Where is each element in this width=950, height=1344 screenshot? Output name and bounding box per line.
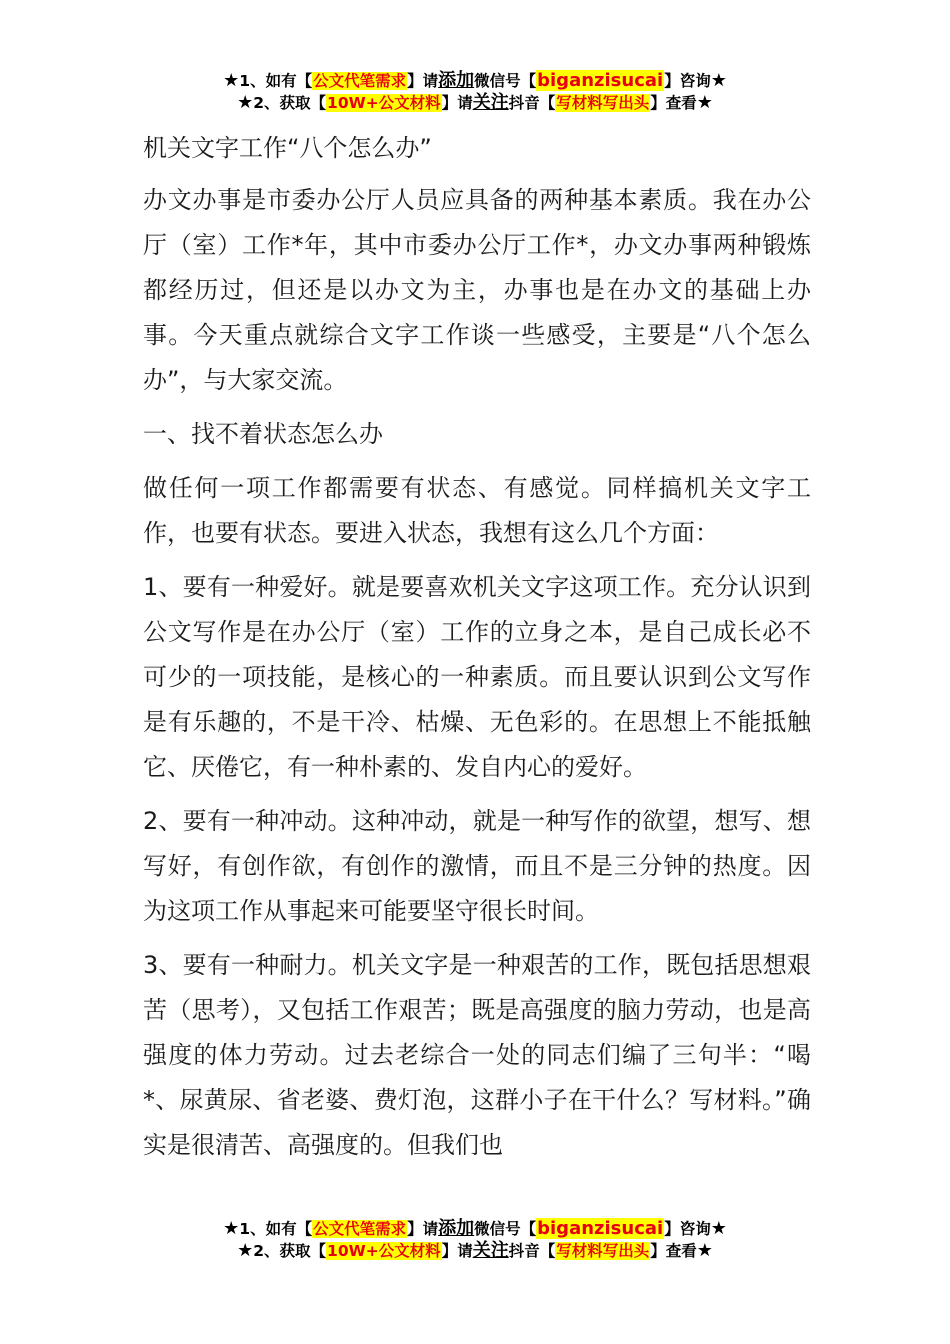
banner-line-2 — [0, 1240, 950, 1262]
star-icon: ★ — [710, 70, 727, 91]
banner-line-1 — [0, 1218, 950, 1240]
section-heading: 一、找不着状态怎么办 — [143, 420, 383, 448]
star-icon: ★ — [696, 1240, 713, 1261]
banner-text: 】查看 — [650, 94, 697, 112]
banner-text: 抖音【 — [508, 1242, 556, 1260]
paragraph-intro: 办文办事是市委办公厅人员应具备的两种基本素质。我在办公厅（室）工作*年，其中市委办公厅工作*，办文办事两种锻炼都经历过，但还是以办文为主，办事也是在办文的基础上办事。今天重点就综合文字工作谈一些感受，主要是“八个怎么办”，与大家交流。 — [143, 186, 811, 394]
banner-underlined-text: 添加 — [438, 70, 475, 91]
banner-highlight-service: 公文代笔需求 — [313, 1220, 407, 1238]
star-icon: ★ — [710, 1218, 727, 1239]
star-icon: ★ — [223, 1218, 240, 1239]
banner-text: 抖音【 — [508, 94, 556, 112]
paragraph-item-1: 1、要有一种爱好。就是要喜欢机关文字这项工作。充分认识到公文写作是在办公厅（室）工作的立身之本，是自己成长必不可少的一项技能，是核心的一种素质。而且要认识到公文写作是有乐趣的，不是干冷、枯燥、无色彩的。在思想上不能抵触它、厌倦它，有一种朴素的、发自内心的爱好。 — [143, 573, 811, 781]
document-title: 机关文字工作“八个怎么办” — [143, 134, 432, 162]
banner-highlight-douyin: 写材料写出头 — [556, 1242, 650, 1260]
star-icon: ★ — [223, 70, 240, 91]
banner-text: 】请 — [407, 72, 439, 90]
banner-text: 】请 — [441, 1242, 473, 1260]
banner-text: 】查看 — [650, 1242, 697, 1260]
footer-banner — [0, 1218, 950, 1262]
star-icon: ★ — [696, 92, 713, 113]
star-icon: ★ — [237, 1240, 254, 1261]
banner-text: 2、获取【 — [253, 94, 327, 112]
paragraph-item-3: 3、要有一种耐力。机关文字是一种艰苦的工作，既包括思想艰苦（思考），又包括工作艰苦；既是高强度的脑力劳动，也是高强度的体力劳动。过去老综合一处的同志们编了三句半：“喝*、尿黄尿、省老婆、费灯泡，这群小子在干什么？写材料。”确实是很清苦、高强度的。但我们也 — [143, 951, 811, 1159]
banner-text: 微信号【 — [474, 1220, 537, 1238]
banner-underlined-text: 添加 — [438, 1218, 475, 1239]
banner-text: 1、如有【 — [239, 72, 313, 90]
paragraph-item-2: 2、要有一种冲动。这种冲动，就是一种写作的欲望，想写、想写好，有创作欲，有创作的激情，而且不是三分钟的热度。因为这项工作从事起来可能要坚守很长时间。 — [143, 807, 811, 925]
header-banner — [0, 70, 950, 114]
banner-underlined-text: 关注 — [472, 1240, 509, 1261]
banner-highlight-materials: 10W+公文材料 — [327, 94, 441, 112]
banner-highlight-materials: 10W+公文材料 — [327, 1242, 441, 1260]
banner-line-2 — [0, 92, 950, 114]
banner-text: 】咨询 — [664, 72, 711, 90]
document-body — [143, 126, 811, 1177]
banner-highlight-service: 公文代笔需求 — [313, 72, 407, 90]
banner-underlined-text: 关注 — [472, 92, 509, 113]
banner-text: 2、获取【 — [253, 1242, 327, 1260]
star-icon: ★ — [237, 92, 254, 113]
banner-highlight-douyin: 写材料写出头 — [556, 94, 650, 112]
banner-text: 】请 — [407, 1220, 439, 1238]
banner-text: 1、如有【 — [239, 1220, 313, 1238]
banner-highlight-wechat-id: biganzisucai — [537, 70, 664, 91]
banner-text: 微信号【 — [474, 72, 537, 90]
banner-line-1 — [0, 70, 950, 92]
paragraph: 做任何一项工作都需要有状态、有感觉。同样搞机关文字工作，也要有状态。要进入状态，我想有这么几个方面： — [143, 474, 811, 547]
banner-text: 】请 — [441, 94, 473, 112]
banner-text: 】咨询 — [664, 1220, 711, 1238]
banner-highlight-wechat-id: biganzisucai — [537, 1218, 664, 1239]
